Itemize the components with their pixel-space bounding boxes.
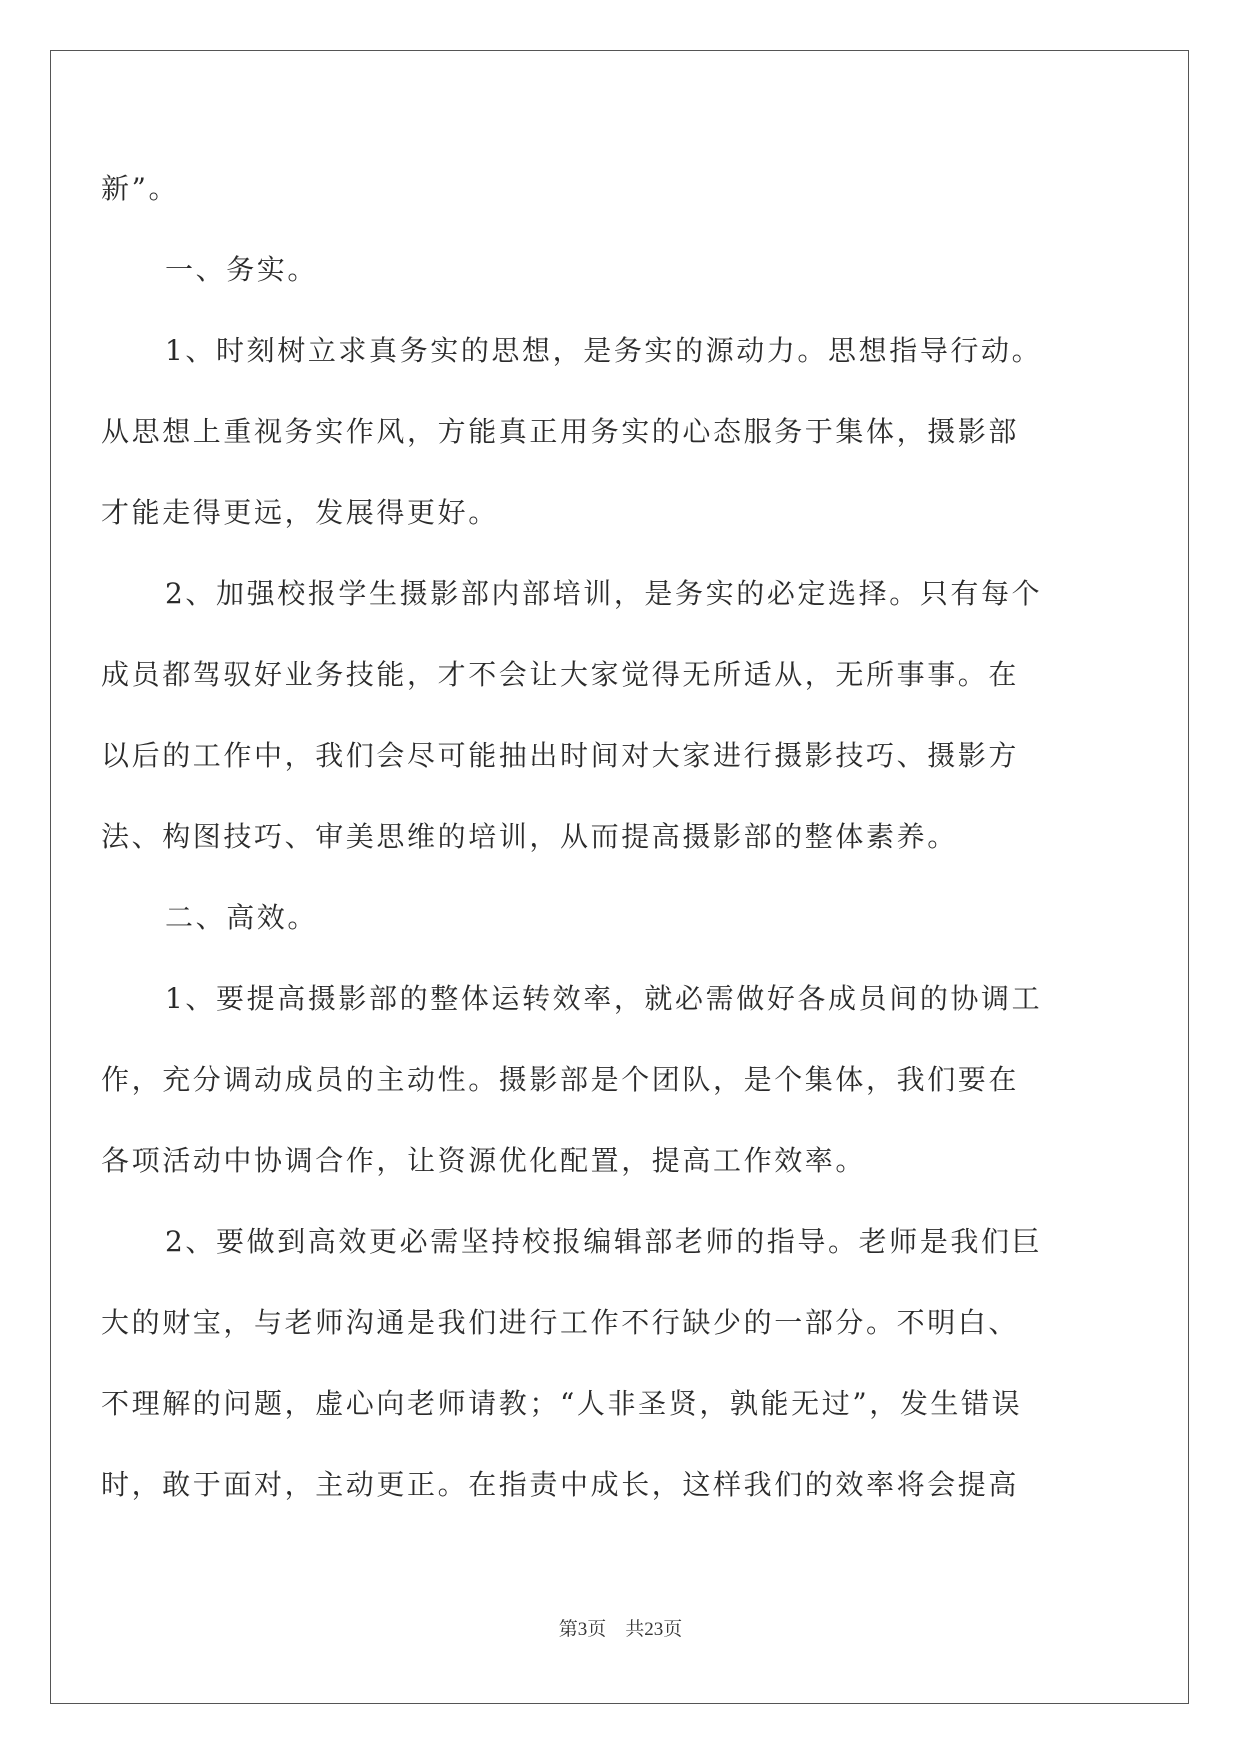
text-line: 以后的工作中，我们会尽可能抽出时间对大家进行摄影技巧、摄影方 xyxy=(101,739,1020,772)
text-line: 各项活动中协调合作，让资源优化配置，提高工作效率。 xyxy=(101,1144,867,1177)
document-body xyxy=(101,148,1101,1525)
text-line: 新”。 xyxy=(101,172,180,205)
page-number: 第3页 xyxy=(558,1619,607,1640)
section-heading: 二、高效。 xyxy=(165,901,319,934)
text-line: 1、要提高摄影部的整体运转效率，就必需做好各成员间的协调工 xyxy=(165,982,1043,1015)
text-line: 大的财宝，与老师沟通是我们进行工作不行缺少的一部分。不明白、 xyxy=(101,1306,1020,1339)
page-total: 共23页 xyxy=(625,1619,683,1640)
text-line: 时，敢于面对，主动更正。在指责中成长，这样我们的效率将会提高 xyxy=(101,1468,1020,1501)
text-line: 从思想上重视务实作风，方能真正用务实的心态服务于集体，摄影部 xyxy=(101,415,1020,448)
footer-spacer xyxy=(606,1619,625,1640)
text-line: 不理解的问题，虚心向老师请教；“人非圣贤，孰能无过”，发生错误 xyxy=(101,1387,1023,1420)
text-line: 2、要做到高效更必需坚持校报编辑部老师的指导。老师是我们巨 xyxy=(165,1225,1043,1258)
text-line: 成员都驾驭好业务技能，才不会让大家觉得无所适从，无所事事。在 xyxy=(101,658,1020,691)
text-line: 才能走得更远，发展得更好。 xyxy=(101,496,499,529)
text-line: 2、加强校报学生摄影部内部培训，是务实的必定选择。只有每个 xyxy=(165,577,1043,610)
text-line: 1、时刻树立求真务实的思想，是务实的源动力。思想指导行动。 xyxy=(165,334,1043,367)
section-heading: 一、务实。 xyxy=(165,253,319,286)
text-line: 法、构图技巧、审美思维的培训，从而提高摄影部的整体素养。 xyxy=(101,820,958,853)
page-footer xyxy=(0,1614,1241,1641)
text-line: 作，充分调动成员的主动性。摄影部是个团队，是个集体，我们要在 xyxy=(101,1063,1020,1096)
